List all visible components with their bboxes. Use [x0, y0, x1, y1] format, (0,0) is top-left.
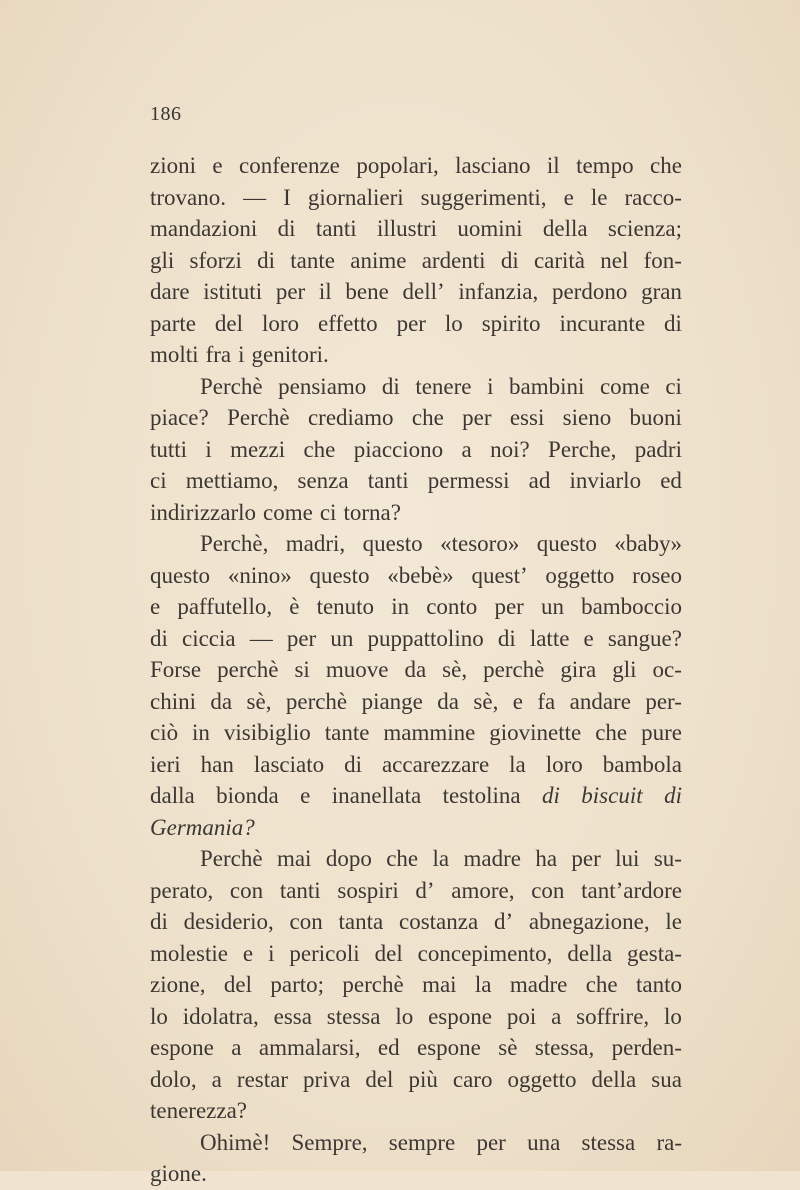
word: che: [649, 153, 682, 178]
word: della: [591, 1066, 637, 1092]
word: han: [200, 751, 234, 777]
word: d’: [493, 909, 514, 934]
word: bene: [345, 279, 389, 304]
word: oggetto: [507, 1066, 577, 1092]
word: sè,: [246, 688, 272, 714]
word: ci: [319, 499, 337, 525]
word: piange: [361, 688, 423, 714]
word: perchè: [483, 657, 545, 682]
word: per: [494, 594, 524, 619]
word: Perchè: [200, 846, 263, 871]
word: gione.: [150, 1161, 207, 1186]
word: mandazioni: [150, 216, 258, 241]
word: concepimento,: [417, 940, 553, 966]
word: ra-: [656, 1129, 682, 1155]
word: ammalarsi,: [258, 1035, 361, 1060]
word: infanzia,: [458, 279, 539, 304]
word: parte: [150, 310, 196, 336]
word: perchè: [217, 657, 279, 682]
word: sè,: [473, 688, 499, 714]
word: Sempre,: [291, 1129, 368, 1155]
word: più: [408, 1066, 438, 1092]
text-line: [150, 749, 682, 781]
text-line: [150, 339, 682, 371]
word: lo: [664, 1003, 682, 1029]
text-line: [150, 371, 682, 403]
word: il: [546, 153, 560, 178]
word: a: [551, 1003, 562, 1029]
word: ha: [535, 846, 558, 871]
word: padri: [634, 436, 682, 462]
word: giovinette: [489, 720, 582, 745]
word: priva: [303, 1066, 351, 1092]
word: e: [512, 688, 523, 714]
word: ciò: [150, 720, 179, 745]
word: gran: [641, 279, 682, 304]
word: i: [268, 940, 275, 966]
word: sieno: [562, 405, 612, 430]
word: da: [437, 688, 459, 714]
word: Perche,: [548, 436, 617, 462]
word: mettiamo,: [185, 468, 279, 493]
word: i: [205, 436, 212, 462]
word: «tesoro»: [440, 531, 520, 556]
word: un: [540, 594, 564, 619]
word: della: [567, 940, 613, 966]
word: buoni: [629, 405, 682, 430]
text-line: [150, 1032, 682, 1064]
word: genitori.: [251, 342, 329, 367]
word: tanto: [636, 972, 682, 997]
word: spirito: [481, 310, 541, 336]
word: istituti: [203, 279, 263, 304]
word: caro: [452, 1066, 493, 1092]
word: latte: [529, 625, 570, 651]
word: idolatra,: [182, 1003, 259, 1029]
text-line: [150, 213, 682, 245]
word: tanti: [279, 877, 321, 903]
word: anime: [350, 247, 407, 273]
word: del: [223, 972, 253, 997]
word: da: [404, 657, 427, 682]
word: illustri: [377, 216, 438, 241]
word: tant’ardore: [581, 877, 682, 903]
word: a: [461, 436, 472, 462]
word: gli: [612, 657, 637, 682]
text-line: [150, 591, 682, 623]
text-line: [150, 875, 682, 907]
word: sospiri: [337, 877, 399, 903]
word: espone: [150, 1035, 214, 1060]
word: gesta-: [627, 940, 682, 966]
text-line: [150, 969, 682, 1001]
word: che: [595, 720, 628, 745]
word: del: [365, 1066, 394, 1092]
word: racco-: [624, 184, 682, 210]
word: Germania?: [150, 814, 255, 840]
word: lui: [615, 846, 640, 871]
word: questo: [536, 531, 597, 556]
word: di: [381, 373, 400, 399]
word: essi: [509, 405, 545, 430]
word: dopo: [325, 846, 372, 871]
word: molestie: [150, 940, 228, 966]
word: questo: [362, 531, 423, 556]
word: popolari,: [356, 153, 439, 178]
word: i: [238, 342, 245, 367]
word: pensiamo: [278, 373, 367, 399]
word: dare: [150, 279, 190, 304]
word: con: [229, 877, 264, 903]
word: e: [212, 153, 223, 178]
word: di: [497, 625, 516, 651]
word: del: [214, 310, 244, 336]
text-line: [150, 623, 682, 655]
word: carità: [533, 247, 586, 273]
word: visibiglio: [223, 720, 311, 745]
word: incurante: [559, 310, 646, 336]
text-line: [150, 245, 682, 277]
word: che: [386, 846, 419, 871]
word: —: [243, 184, 267, 210]
word: gira: [560, 657, 597, 682]
word: oggetto: [545, 562, 615, 588]
word: ci: [150, 468, 167, 493]
word: madri,: [285, 531, 346, 556]
word: per: [571, 846, 601, 871]
word: le: [590, 184, 608, 210]
word: è: [289, 594, 300, 619]
word: di: [277, 216, 296, 241]
word: tutti: [150, 436, 188, 462]
word: la: [509, 751, 526, 777]
word: sua: [651, 1066, 682, 1092]
word: giornalieri: [307, 184, 404, 210]
word: in: [391, 594, 410, 619]
body-text: [150, 150, 682, 1190]
word: scienza;: [607, 216, 682, 241]
word: pure: [641, 720, 682, 745]
word: si: [294, 657, 310, 682]
word: tempo: [576, 153, 634, 178]
word: piacciono: [353, 436, 444, 462]
word: Ohimè!: [200, 1129, 271, 1155]
word: bamboccio: [581, 594, 682, 619]
word: tanti: [315, 216, 357, 241]
word: e: [242, 940, 254, 966]
word: bionda: [216, 783, 279, 808]
word: molti: [150, 342, 199, 367]
word: ed: [377, 1035, 400, 1060]
word: inviarlo: [569, 468, 642, 493]
word: di: [150, 909, 168, 934]
word: biscuit: [581, 783, 643, 808]
text-line: [150, 434, 682, 466]
word: inanellata: [331, 783, 422, 808]
word: della: [542, 216, 588, 241]
word: desiderio,: [183, 909, 274, 934]
word: d’: [415, 877, 435, 903]
word: su-: [653, 846, 682, 871]
word: madre: [509, 972, 568, 997]
word: questo: [309, 562, 370, 588]
word: dell’: [402, 279, 445, 304]
text-line: [150, 308, 682, 340]
text-line: [150, 686, 682, 718]
word: la: [474, 972, 492, 997]
word: tenerezza?: [150, 1098, 248, 1123]
word: come: [263, 499, 313, 525]
text-line: [150, 402, 682, 434]
word: ed: [660, 468, 682, 493]
word: lo: [444, 310, 463, 336]
word: e: [563, 184, 574, 210]
word: tante: [324, 720, 370, 745]
word: stessa: [326, 1003, 381, 1029]
word: per-: [645, 688, 682, 714]
word: ciccia: [182, 625, 236, 651]
word: «baby»: [614, 531, 682, 556]
word: trovano.: [150, 184, 227, 210]
word: di: [150, 625, 168, 651]
text-line: [150, 1127, 682, 1159]
word: tanti: [367, 468, 409, 493]
word: stessa,: [534, 1035, 595, 1060]
word: sforzi: [189, 247, 242, 273]
word: dolo,: [150, 1066, 197, 1092]
word: espone: [416, 1035, 481, 1060]
word: mai: [422, 972, 457, 997]
word: conto: [426, 594, 478, 619]
text-line: [150, 150, 682, 182]
word: nel: [600, 247, 629, 273]
word: I: [283, 184, 291, 210]
word: oc-: [652, 657, 682, 682]
word: stessa: [581, 1129, 636, 1155]
word: perchè: [342, 972, 404, 997]
word: fon-: [643, 247, 682, 273]
word: da: [210, 688, 233, 714]
word: mammine: [383, 720, 476, 745]
word: parto;: [270, 972, 325, 997]
word: —: [249, 625, 273, 651]
word: con: [531, 877, 565, 903]
word: perden-: [611, 1035, 682, 1060]
word: lasciato: [253, 751, 325, 777]
word: gli: [150, 247, 175, 273]
word: una: [527, 1129, 561, 1155]
word: di: [344, 751, 362, 777]
word: perato,: [150, 877, 214, 903]
word: restar: [236, 1066, 288, 1092]
word: lasciano: [455, 153, 531, 178]
word: zione,: [150, 972, 206, 997]
word: tenuto: [316, 594, 375, 619]
word: di: [664, 783, 682, 808]
word: «bebè»: [387, 562, 454, 588]
word: bambini: [509, 373, 585, 399]
word: noi?: [490, 436, 530, 462]
word: crediamo: [307, 405, 394, 430]
word: Perchè: [227, 405, 290, 430]
word: ieri: [150, 751, 181, 777]
word: il: [318, 279, 332, 304]
text-line: [150, 1095, 682, 1127]
word: e: [583, 625, 594, 651]
word: per: [462, 405, 492, 430]
word: per: [396, 310, 426, 336]
word: lo: [150, 1003, 168, 1029]
word: perchè: [285, 688, 348, 714]
word: del: [374, 940, 403, 966]
word: puppattolino: [367, 625, 484, 651]
text-line: [150, 812, 682, 844]
word: piace?: [150, 405, 209, 430]
word: effetto: [318, 310, 378, 336]
word: paffutello,: [177, 594, 273, 619]
word: sè,: [442, 657, 468, 682]
word: a: [231, 1035, 242, 1060]
text-line: [150, 780, 682, 812]
word: dalla: [150, 783, 195, 808]
text-line: [150, 717, 682, 749]
word: per: [275, 279, 306, 304]
text-line: [150, 276, 682, 308]
word: loro: [261, 310, 300, 336]
word: permessi: [427, 468, 510, 493]
word: poi: [506, 1003, 537, 1029]
word: fra: [205, 342, 232, 367]
word: senza: [297, 468, 349, 493]
word: ci: [665, 373, 682, 399]
word: sangue?: [607, 625, 682, 651]
word: per: [476, 1129, 506, 1155]
word: ad: [528, 468, 551, 493]
word: perdono: [551, 279, 628, 304]
word: e: [150, 594, 161, 619]
word: soffrire,: [576, 1003, 650, 1029]
word: amore,: [451, 877, 515, 903]
word: per: [286, 625, 317, 651]
word: tenere: [415, 373, 472, 399]
text-line: [150, 528, 682, 560]
word: e: [300, 783, 311, 808]
word: muove: [325, 657, 389, 682]
text-line: [150, 906, 682, 938]
text-line: [150, 938, 682, 970]
text-line: [150, 465, 682, 497]
word: espone: [428, 1003, 492, 1029]
word: tante: [290, 247, 335, 273]
text-line: [150, 182, 682, 214]
word: suggerimenti,: [420, 184, 547, 210]
word: di: [541, 783, 560, 808]
word: un: [330, 625, 354, 651]
word: chini: [150, 688, 196, 714]
word: ardenti: [421, 247, 486, 273]
word: questo: [150, 562, 211, 588]
word: a: [211, 1066, 222, 1092]
page-number: 186: [150, 103, 182, 125]
word: roseo: [632, 562, 682, 588]
word: zioni: [150, 153, 196, 178]
word: di: [500, 247, 519, 273]
word: di: [664, 310, 682, 336]
word: accarezzare: [381, 751, 490, 777]
word: che: [585, 972, 618, 997]
word: che: [411, 405, 444, 430]
text-line: [150, 1001, 682, 1033]
word: fa: [537, 688, 556, 714]
word: testolina: [442, 783, 521, 808]
word: andare: [569, 688, 631, 714]
word: in: [192, 720, 210, 745]
text-line: [150, 654, 682, 686]
word: tanta: [338, 909, 384, 934]
word: lo: [395, 1003, 414, 1029]
word: mai: [276, 846, 312, 871]
word: le: [665, 909, 682, 934]
word: sè: [498, 1035, 518, 1060]
text-line: [150, 560, 682, 592]
word: di: [257, 247, 276, 273]
word: conferenze: [239, 153, 340, 178]
word: indirizzarlo: [150, 499, 257, 525]
word: che: [303, 436, 336, 462]
text-line: [150, 1064, 682, 1096]
word: pericoli: [289, 940, 360, 966]
word: mezzi: [230, 436, 286, 462]
word: torna?: [343, 499, 401, 525]
word: uomini: [457, 216, 523, 241]
word: bambola: [602, 751, 682, 777]
word: costanza: [399, 909, 479, 934]
word: quest’: [471, 562, 528, 588]
text-line: [150, 1158, 682, 1190]
word: essa: [273, 1003, 312, 1029]
word: loro: [545, 751, 583, 777]
text-line: [150, 843, 682, 875]
word: la: [432, 846, 450, 871]
word: sempre: [388, 1129, 456, 1155]
word: abnegazione,: [528, 909, 650, 934]
word: Forse: [150, 657, 202, 682]
word: Perchè: [200, 373, 263, 399]
word: Perchè,: [200, 531, 269, 556]
word: madre: [463, 846, 521, 871]
word: come: [599, 373, 650, 399]
word: «nino»: [227, 562, 292, 588]
text-line: [150, 497, 682, 529]
word: i: [487, 373, 494, 399]
word: con: [289, 909, 323, 934]
